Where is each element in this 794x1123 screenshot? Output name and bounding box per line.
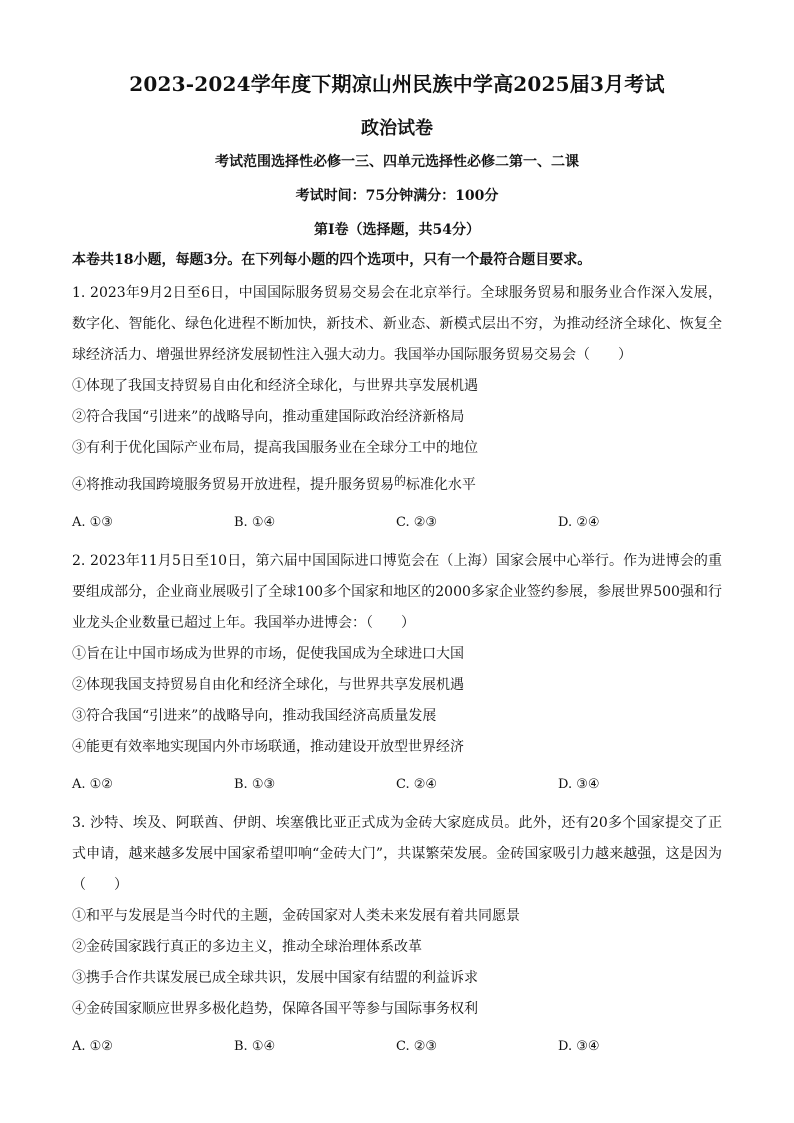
- statement-1: ①体现了我国支持贸易自由化和经济全球化，与世界共享发展机遇: [72, 378, 478, 394]
- choice-d[interactable]: D. ③④: [558, 777, 600, 792]
- question-2: [72, 546, 722, 800]
- choice-c[interactable]: C. ②④: [396, 777, 438, 792]
- choice-a[interactable]: A. ①②: [72, 1039, 113, 1054]
- choice-b[interactable]: B. ①③: [234, 777, 276, 792]
- choice-d[interactable]: D. ②④: [558, 515, 600, 530]
- exam-time: 考试时间：75分钟满分：100分: [295, 188, 499, 204]
- section-heading: 第Ⅰ卷（选择题，共54分）: [313, 222, 481, 238]
- choice-a[interactable]: A. ①②: [72, 777, 113, 792]
- statement-2: ②符合我国“引进来”的战略导向，推动重建国际政治经济新格局: [72, 409, 465, 425]
- choice-b[interactable]: B. ①④: [234, 1039, 276, 1054]
- statement-4: ④能更有效率地实现国内外市场联通，推动建设开放型世界经济: [72, 739, 464, 755]
- question-1: [72, 278, 722, 538]
- statement-3: ③有利于优化国际产业布局，提高我国服务业在全球分工中的地位: [72, 440, 478, 456]
- exam-title: 2023-2024学年度下期凉山州民族中学高2025届3月考试: [129, 72, 665, 96]
- question-stem: 3. 沙特、埃及、阿联酋、伊朗、埃塞俄比亚正式成为金砖大家庭成员。此外，还有20多个国家提交了正式申请，越来越多发展中国家希望叩响“金砖大门”，共谋繁荣发展。金砖国家吸引力越来越强，这是因为（ ）: [72, 815, 722, 893]
- statement-4-text: ④将推动我国跨境服务贸易开放进程，提升服务贸易: [72, 477, 394, 493]
- question-3: [72, 808, 722, 1062]
- statement-4-raised-char: 的: [394, 473, 406, 488]
- answer-choices: [72, 507, 722, 538]
- answer-choices: [72, 769, 722, 800]
- statement-4-text-end: 标准化水平: [405, 477, 476, 493]
- question-stem: 1. 2023年9月2日至6日，中国国际服务贸易交易会在北京举行。全球服务贸易和服务业合作深入发展，数字化、智能化、绿色化进程不断加快，新技术、新业态、新模式层出不穷，为推动经济全球化、恢复全球经济活力、增强世界经济发展韧性注入强大动力。我国举办国际服务贸易交易会（ ）: [72, 285, 722, 363]
- choice-c[interactable]: C. ②③: [396, 515, 438, 530]
- choice-c[interactable]: C. ②③: [396, 1039, 438, 1054]
- statement-4: ④金砖国家顺应世界多极化趋势，保障各国平等参与国际事务权利: [72, 1001, 478, 1017]
- statement-3: ③符合我国“引进来”的战略导向，推动我国经济高质量发展: [72, 708, 437, 724]
- statement-3: ③携手合作共谋发展已成全球共识，发展中国家有结盟的利益诉求: [72, 970, 478, 986]
- exam-subject-title: 政治试卷: [361, 118, 433, 139]
- choice-b[interactable]: B. ①④: [234, 515, 276, 530]
- exam-scope: 考试范围选择性必修一三、四单元选择性必修二第一、二课: [215, 154, 579, 170]
- statement-1: ①旨在让中国市场成为世界的市场，促使我国成为全球进口大国: [72, 646, 464, 662]
- statement-4: [72, 470, 722, 501]
- section-instruction: 本卷共18小题，每题3分。在下列每小题的四个选项中，只有一个最符合题目要求。: [72, 252, 592, 268]
- statement-2: ②金砖国家践行真正的多边主义，推动全球治理体系改革: [72, 939, 422, 955]
- statement-2: ②体现我国支持贸易自由化和经济全球化，与世界共享发展机遇: [72, 677, 464, 693]
- statement-1: ①和平与发展是当今时代的主题，金砖国家对人类未来发展有着共同愿景: [72, 908, 520, 924]
- choice-a[interactable]: A. ①③: [72, 515, 113, 530]
- question-stem: 2. 2023年11月5日至10日，第六届中国国际进口博览会在（上海）国家会展中心举行。作为进博会的重要组成部分，企业商业展吸引了全球100多个国家和地区的2000多家企业签约参展，参展世界500强和行业龙头企业数量已超过上年。我国举办进博会：（ ）: [72, 553, 722, 631]
- choice-d[interactable]: D. ③④: [558, 1039, 600, 1054]
- answer-choices: [72, 1031, 722, 1062]
